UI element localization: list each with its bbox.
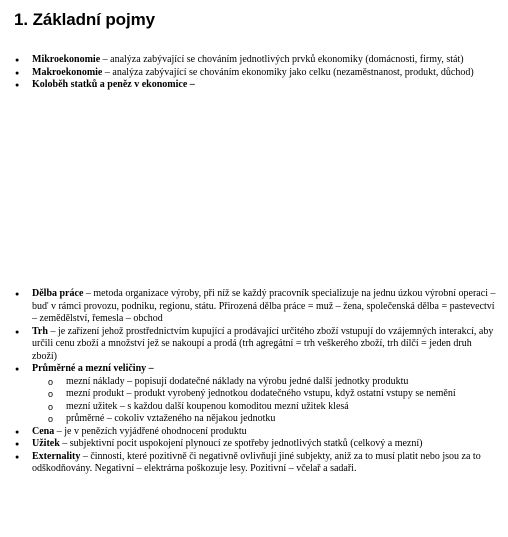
- term-uzitek: Užitek: [32, 438, 60, 449]
- sub-item-prumerne: o průměrné – cokoliv vztaženého na nějakou jednotku: [32, 413, 496, 426]
- term-makroekonomie: Makroekonomie: [32, 66, 103, 78]
- list-item-makroekonomie: [0, 67, 508, 80]
- list-item-prumerne-mezni: [0, 363, 508, 426]
- item-separator: –: [80, 450, 91, 462]
- definition-mikroekonomie: analýza zabývající se chováním jednotlivých prvků ekonomiky (domácnosti, firmy, stát): [110, 54, 464, 65]
- term-delba-prace: Dělba práce: [32, 288, 84, 299]
- item-separator: –: [54, 425, 65, 437]
- definition-trh: je zařízení jehož prostřednictvím kupující a prodávající určitého zboží vstupují do vzájemných interakcí, aby určili cenu zboží a množství jež se nakoupí a prodá (trh agregátní = trh veškerého zboží, trh dílčí = jeden druh zboží): [32, 325, 494, 362]
- top-bullet-list: [0, 54, 508, 92]
- item-separator: –: [100, 54, 111, 65]
- definition-cena: je v penězích vyjádřené ohodnocení produktu: [64, 425, 247, 437]
- sub-item-mezni-naklady: o mezní náklady – popisují dodatečné náklady na výrobu jedné další jednotky produktu: [32, 376, 496, 389]
- term-externality: Externality: [32, 450, 81, 462]
- page-title: 1. Základní pojmy: [14, 10, 155, 29]
- item-separator: –: [102, 66, 113, 78]
- sub-item-mezni-uzitek: o mezní užitek – s každou další koupenou komoditou mezní užitek klesá: [32, 401, 496, 414]
- list-item-mikroekonomie: [0, 54, 508, 67]
- item-separator: –: [83, 288, 94, 299]
- sub-bullet-list: [32, 376, 496, 426]
- term-prumerne-mezni: Průměrné a mezní veličiny –: [32, 363, 154, 374]
- list-item-delba-prace: [0, 288, 508, 326]
- item-separator: –: [59, 438, 70, 449]
- term-mikroekonomie: Mikroekonomie: [32, 54, 101, 65]
- term-trh: Trh: [32, 325, 48, 337]
- term-kolobeh: Koloběh statků a peněz v ekonomice –: [32, 79, 195, 90]
- definition-makroekonomie: analýza zabývající se chováním ekonomiky jako celku (nezaměstnanost, produkt, důchod): [112, 66, 474, 78]
- item-separator: –: [47, 325, 58, 337]
- definition-delba-prace: metoda organizace výroby, při níž se každý pracovník specializuje na jednu úzkou výrobní operaci – buď v rámci provozu, podniku, regionu, státu. Přirozená dělba práce = muž – žena, společenská dělba = pastevectví – zemědělství, řemesla – obchod: [32, 288, 496, 324]
- list-item-kolobeh: [0, 79, 508, 92]
- list-item-uzitek: [0, 438, 508, 451]
- definition-externality: činnosti, které pozitivně či negativně ovlivňují jiné subjekty, aniž za to musí platit nebo jsou za to odškodňovány. Negativní – elektrárna poškozuje lesy. Pozitivní – včelař a sadaři.: [32, 450, 481, 474]
- definition-uzitek: subjektivní pocit uspokojení plynoucí ze spotřeby jednotlivých statků (celkový a mezní): [69, 438, 423, 449]
- sub-item-mezni-produkt: o mezní produkt – produkt vyrobený jednotkou dodatečného vstupu, když ostatní vstupy se nemění: [32, 388, 496, 401]
- list-item-externality: [0, 451, 508, 476]
- term-cena: Cena: [32, 425, 55, 437]
- list-item-trh: [0, 326, 508, 364]
- bottom-bullet-list: [0, 288, 508, 476]
- list-item-cena: [0, 426, 508, 439]
